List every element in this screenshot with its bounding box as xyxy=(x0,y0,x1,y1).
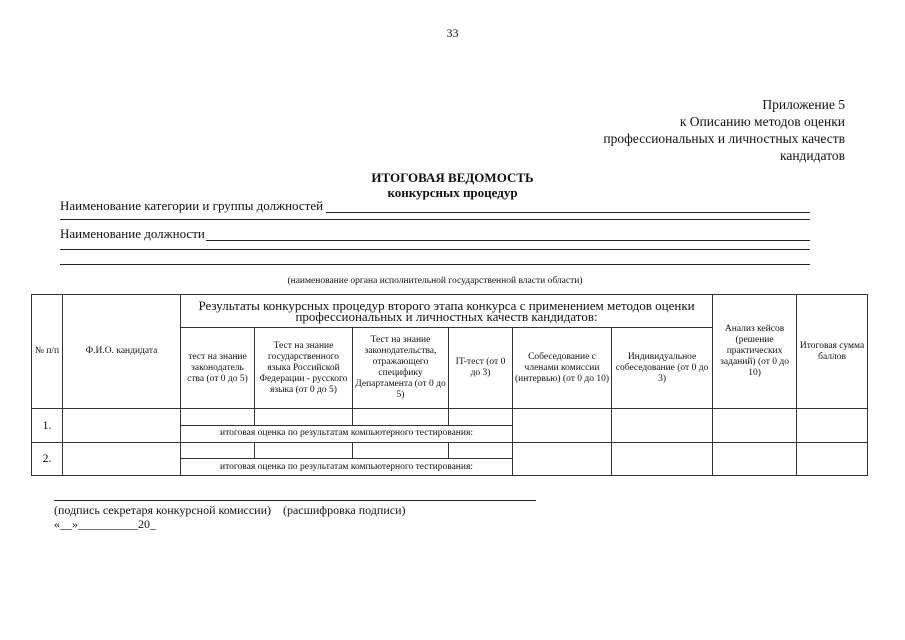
header-test-it: IT-тест (от 0 до 3) xyxy=(449,328,513,409)
score-cell[interactable] xyxy=(513,409,612,442)
header-total: Итоговая сумма баллов xyxy=(797,295,868,409)
score-cell[interactable] xyxy=(255,442,353,459)
signature-line xyxy=(54,500,536,501)
position-fill-line-2 xyxy=(60,249,810,250)
appendix-line-4: кандидатов xyxy=(779,148,845,163)
score-cell[interactable] xyxy=(713,442,797,475)
score-cell[interactable] xyxy=(181,442,255,459)
appendix-line-3: профессиональных и личностных качеств xyxy=(603,131,845,146)
results-table xyxy=(31,294,868,476)
summary-cell: итоговая оценка по результатам компьютерного тестирования: xyxy=(181,426,513,443)
appendix-block xyxy=(603,96,845,164)
score-cell[interactable] xyxy=(449,442,513,459)
score-cell[interactable] xyxy=(255,409,353,426)
table-row xyxy=(32,409,868,426)
score-cell[interactable] xyxy=(797,409,868,442)
name-cell[interactable] xyxy=(63,409,181,442)
authority-caption: (наименование органа исполнительной государственной власти области) xyxy=(287,276,583,286)
header-num: № п/п xyxy=(32,295,63,409)
header-results-group: Результаты конкурсных процедур второго этапа конкурса с применением методов оценки профессиональных и личностных качеств кандидатов: xyxy=(181,295,713,328)
title-main: ИТОГОВАЯ ВЕДОМОСТЬ xyxy=(371,170,534,185)
row-num: 2. xyxy=(32,442,63,475)
score-cell[interactable] xyxy=(612,442,713,475)
score-cell[interactable] xyxy=(181,409,255,426)
authority-fill-line xyxy=(60,264,810,265)
summary-cell: итоговая оценка по результатам компьютерного тестирования: xyxy=(181,459,513,476)
title-sub: конкурсных процедур xyxy=(387,185,518,200)
header-cases: Анализ кейсов (решение практических заданий) (от 0 до 10) xyxy=(713,295,797,409)
category-fill-line-2 xyxy=(60,219,810,220)
position-label: Наименование должности xyxy=(60,226,205,241)
position-fill-line xyxy=(206,240,810,241)
score-cell[interactable] xyxy=(353,409,449,426)
page-number: 33 xyxy=(446,26,459,40)
name-cell[interactable] xyxy=(63,442,181,475)
score-cell[interactable] xyxy=(353,442,449,459)
score-cell[interactable] xyxy=(513,442,612,475)
header-test-legislation: тест на знание законодатель ства (от 0 до 5) xyxy=(181,328,255,409)
appendix-line-1: Приложение 5 xyxy=(762,97,845,112)
header-test-department: Тест на знание законодательства, отражающего специфику Департамента (от 0 до 5) xyxy=(353,328,449,409)
header-name: Ф.И.О. кандидата xyxy=(63,295,181,409)
header-test-russian: Тест на знание государственного языка Российской Федерации - русского языка (от 0 до 5) xyxy=(255,328,353,409)
score-cell[interactable] xyxy=(797,442,868,475)
signature-caption: (подпись секретаря конкурсной комиссии) (расшифровка подписи) xyxy=(54,503,406,517)
category-fill-line xyxy=(326,212,810,213)
score-cell[interactable] xyxy=(612,409,713,442)
signature-date: «__»__________20_ xyxy=(54,517,156,531)
row-num: 1. xyxy=(32,409,63,442)
appendix-line-2: к Описанию методов оценки xyxy=(679,114,845,129)
table-row xyxy=(32,442,868,459)
score-cell[interactable] xyxy=(449,409,513,426)
header-interview: Собеседование с членами комиссии (интервью) (от 0 до 10) xyxy=(513,328,612,409)
document-title xyxy=(0,170,905,200)
header-individual: Индивидуальное собеседование (от 0 до 3) xyxy=(612,328,713,409)
score-cell[interactable] xyxy=(713,409,797,442)
category-label: Наименование категории и группы должностей xyxy=(60,198,324,213)
